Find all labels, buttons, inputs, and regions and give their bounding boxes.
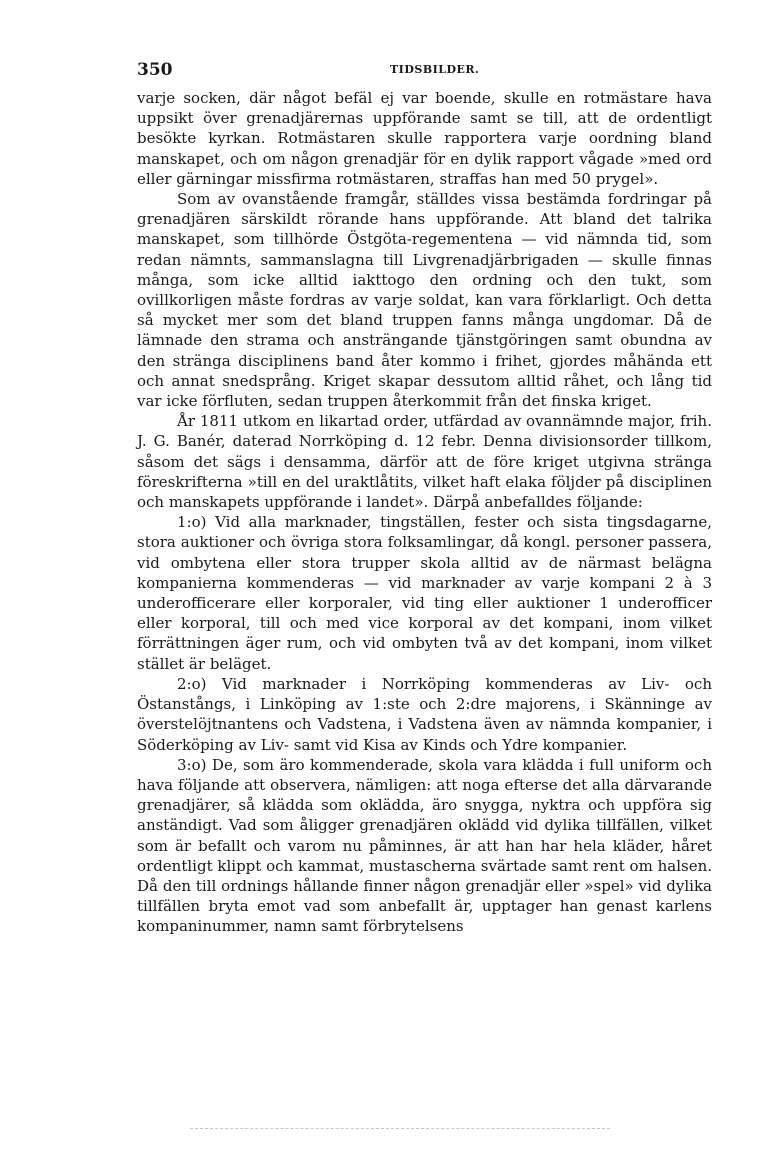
page-header (137, 60, 712, 88)
paragraph: Som av ovanstående framgår, ställdes vissa bestämda fordringar på grenadjären särskildt rörande hans uppförande. Att bland det talrika manskapet, som tillhörde Östgöta-regementena — vid nämnda tid, som redan nämnts, sammanslagna till Livgrenadjärbrigaden — skulle finnas många, som icke alltid iakttogo den ordning och den tukt, som ovillkorligen måste fordras av varje soldat, kan vara förklarligt. Och detta så mycket mer som det bland truppen fanns många ungdomar. Då de lämnade den strama och ansträngande tjänstgöringen samt obundna av den stränga disciplinens band åter kommo i frihet, gjordes måhända ett och annat snedsprång. Kriget skapar dessutom alltid råhet, och lång tid var icke förfluten, sedan truppen återkommit från det finska kriget. (137, 190, 712, 411)
paragraph-continuation: varje socken, där något befäl ej var boende, skulle en rotmästare hava uppsikt över grenadjärernas uppförande samt se till, att de ordentligt besökte kyrkan. Rotmästaren skulle rapportera varje oordning bland manskapet, och om någon grenadjär för en dylik rapport vågade »med ord eller gärningar missfirma rotmästaren, straffas han med 50 prygel». (137, 89, 712, 188)
bottom-divider (190, 1128, 610, 1130)
paragraph-item-1: 1:o) Vid alla marknader, tingställen, fester och sista tingsdagarne, stora auktioner och övriga stora folksamlingar, då kongl. personer passera, vid ombytena eller stora trupper skola alltid av de närmast belägna kompanierna kommenderas — vid marknader av varje kompani 2 à 3 underofficerare eller korporaler, vid ting eller auktioner 1 underofficer eller korporal, till och med vice korporal av det kompani, inom vilket förrättningen äger rum, och vid ombyten två av det kompani, inom vilket stället är beläget. (137, 513, 712, 673)
paragraph: År 1811 utkom en likartad order, utfärdad av ovannämnde major, frih. J. G. Banér, daterad Norrköping d. 12 febr. Denna divisionsorder tillkom, såsom det sägs i densamma, därför att de före kriget utgivna stränga föreskrifterna »till en del uraktlåtits, vilket haft elaka följder på disciplinen och manskapets uppförande i landet». Därpå anbefalldes följande: (137, 412, 712, 512)
body-text (137, 88, 712, 937)
paragraph-item-3: 3:o) De, som äro kommenderade, skola vara klädda i full uniform och hava följande att observera, nämligen: att noga efterse det alla därvarande grenadjärer, så klädda som oklädda, äro snygga, nyktra och uppföra sig anständigt. Vad som åligger grenadjären oklädd vid dylika tillfällen, vilket som är befallt och varom nu påminnes, är att han har hela kläder, håret ordentligt klippt och kammat, mustascherna svärtade samt rent om halsen. Då den till ordnings hållande finner någon grenadjär eller »spel» vid dylika tillfällen bryta emot vad som anbefallt är, upptager han genast karlens kompaninummer, namn samt förbrytelsens (137, 755, 712, 936)
running-title: TIDSBILDER. (390, 63, 480, 76)
page-number: 350 (137, 60, 173, 80)
paragraph-item-2: 2:o) Vid marknader i Norrköping kommenderas av Liv- och Östanstångs, i Linköping av 1:ste och 2:dre majorens, i Skänninge av överstelöjtnantens och Vadstena, i Vadstena även av nämnda kompanier, i Söderköping av Liv- samt vid Kisa av Kinds och Ydre kompanier. (137, 674, 712, 754)
